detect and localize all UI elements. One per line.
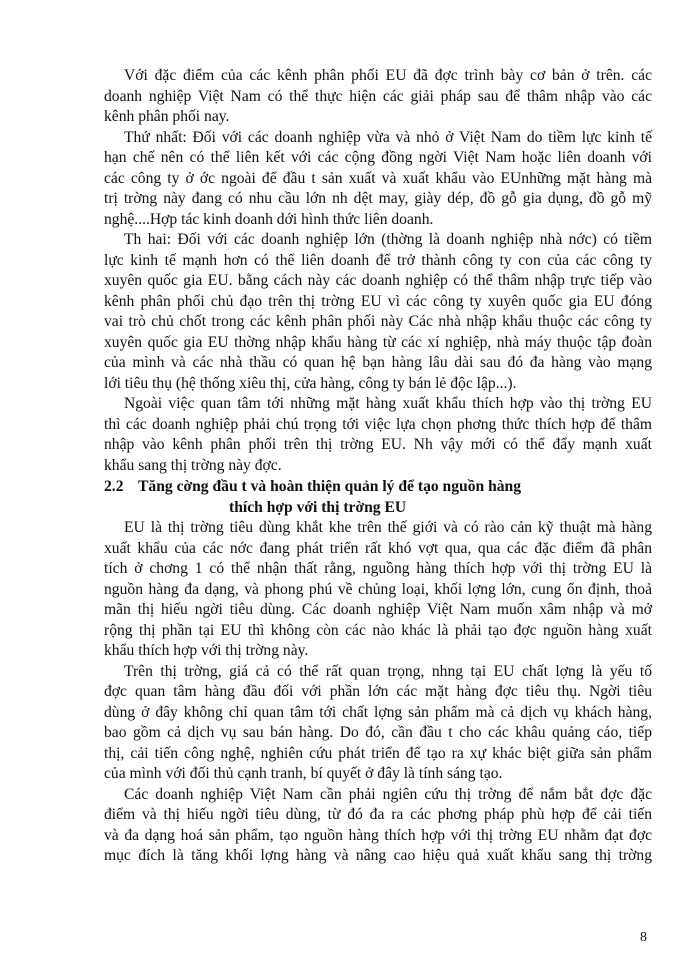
text-line: và đa dạng hoá sản phẩm, tạo nguồn hàng thích hợp với thị trờng EU nhằm đạt đợc: [104, 826, 652, 844]
text-line: Ngoài việc quan tâm tới những mặt hàng xuất khẩu thích hợp vào thị trờng EU: [124, 395, 652, 412]
text-line: nhập vào kênh phân phối trên thị trờng EU. Nh vậy mới có thể đẩy mạnh xuất: [104, 436, 652, 453]
section-heading-line-1: [104, 477, 652, 498]
text-line: EU là thị trờng tiêu dùng khắt khe trên thế giới và có rào cản kỹ thuật mà hàng: [124, 519, 652, 536]
text-line: đợc quan tâm hàng đầu đối với phần lớn các mặt hàng đợc tiêu thụ. Ngời tiêu: [104, 683, 652, 700]
text-line: khẩu sang thị trờng này đợc.: [104, 456, 282, 474]
text-line: kênh phân phối chủ đạo trên thị trờng EU vì các công ty xuyên quốc gia EU đóng: [104, 292, 652, 310]
text-line: Với đặc điểm của các kênh phân phối EU đã đợc trình bày cơ bản ở trên. các: [124, 67, 652, 84]
text-line: Các doanh nghiệp Việt Nam cần phải ngiên cứu thị trờng để nắm bắt đợc đặc: [124, 785, 652, 803]
text-line: tích ở chơng 1 có thể nhận thất rằng, nguồng hàng thích hợp với thị trờng EU là: [104, 560, 652, 577]
text-line: rộng thị phần tại EU thì không còn các nào khác là phải tạo đợc nguồn hàng xuất: [104, 621, 652, 639]
text-line: thì các doanh nghiệp phải chú trọng tới việc lựa chọn phơng thức thích hợp để thâm: [104, 415, 652, 433]
text-line: mục đích là tăng khối lợng hàng và nâng cao hiệu quả xuất khẩu sang thị trờng: [104, 847, 652, 864]
text-line: thị, cải tiến công nghệ, nghiên cứu phát triển để tạo ra xự khác biệt giữa sản phẩm: [104, 744, 652, 762]
text-line: mãn thị hiếu ngời tiêu dùng. Các doanh nghiệp Việt Nam muốn xâm nhập và mở: [104, 601, 652, 618]
page-number: 8: [640, 930, 647, 945]
text-line: dùng ở đây không chỉ quan tâm tới chất lợng sản phẩm mà cả dịch vụ khách hàng,: [104, 703, 652, 721]
document-body: [104, 66, 652, 867]
text-line: lới tiêu thụ (hệ thống xiêu thị, cửa hàng, công ty bán lẻ độc lập...).: [104, 374, 517, 392]
text-line: Th hai: Đối với các doanh nghiệp lớn (thờng là doanh nghiệp nhà nớc) có tiềm: [124, 231, 652, 248]
text-line: xuyên quốc gia EU thờng nhập khẩu hàng từ các xí nghiệp, nhà máy thuộc tập đoàn: [104, 333, 652, 351]
section-title-part-2: thích hợp với thị trờng EU: [229, 498, 407, 516]
text-line: Trên thị trờng, giá cả có thể rất quan trọng, nhng tại EU chất lợng là yếu tố: [124, 662, 652, 680]
text-line: doanh nghiệp Việt Nam có thể thực hiện các giải pháp sau để thâm nhập vào các: [104, 87, 652, 105]
text-line: vai trò chủ chốt trong các kênh phân phối này Các nhà nhập khẩu thuộc các công ty: [104, 313, 652, 330]
text-line: xuất khẩu của các nớc đang phát triển rất khó vợt qua, qua các đặc điểm đã phân: [104, 539, 652, 557]
section-heading: [104, 477, 652, 518]
text-line: nghệ....Hợp tác kinh doanh dới hình thức liên doanh.: [104, 210, 434, 228]
text-line: Thứ nhất: Đối với các doanh nghiệp vừa và nhỏ ở Việt Nam do tiềm lực kinh tế: [124, 128, 652, 146]
text-line: lực kinh tế mạnh hơn có thể liên doanh để trở thành công ty con của các công ty: [104, 251, 652, 269]
text-line: hạn chế nên có thể liên kết với các cộng đồng ngời Việt Nam hoặc liên doanh với: [104, 149, 652, 166]
paragraph-quality: [104, 662, 652, 785]
text-line: của mình với đối thủ cạnh tranh, bí quyết ở đây là tính sáng tạo.: [104, 765, 503, 782]
paragraph-second-solution: [104, 230, 652, 394]
text-line: xuyên quốc gia EU. bằng cách này các doanh nghiệp có thể thâm nhập trực tiếp vào: [104, 272, 652, 289]
text-line: kênh phân phối nay.: [104, 108, 230, 125]
section-title-part-1: Tăng cờng đầu t và hoàn thiện quản lý để tạo nguồn hàng: [138, 478, 522, 495]
paragraph-eu-market: [104, 518, 652, 662]
text-line: khẩu thích hợp với thị trờng này.: [104, 642, 309, 659]
paragraph-market-research: [104, 785, 652, 867]
paragraph-first-solution: [104, 128, 652, 231]
text-line: các công ty ở ớc ngoài để đầu t sản xuất và xuất khẩu vào EUnhững mặt hàng mà: [104, 169, 652, 187]
text-line: điểm và thị hiếu ngời tiêu dùng, từ đó đa ra các phơng pháp phù hợp để cải tiến: [104, 806, 652, 823]
paragraph-distribution-method: [104, 394, 652, 476]
text-line: bao gồm cả dịch vụ sau bán hàng. Do đó, cần đầu t cho các khâu quảng cáo, tiếp: [104, 724, 652, 741]
paragraph-intro: [104, 66, 652, 128]
text-line: của mình và các nhà thầu có quan hệ bạn hàng lâu dài sau đó đa hàng vào mạng: [104, 354, 652, 371]
section-number: 2.2: [104, 478, 124, 495]
text-line: trị trờng này đang có nhu cầu lớn nh dệt may, giày dép, đồ gỗ gia dụng, đồ gỗ mỹ: [104, 190, 652, 207]
text-line: nguồn hàng đa dạng, và phong phú về chủng loại, khối lợng lớn, cung ổn định, thoả: [104, 580, 652, 598]
